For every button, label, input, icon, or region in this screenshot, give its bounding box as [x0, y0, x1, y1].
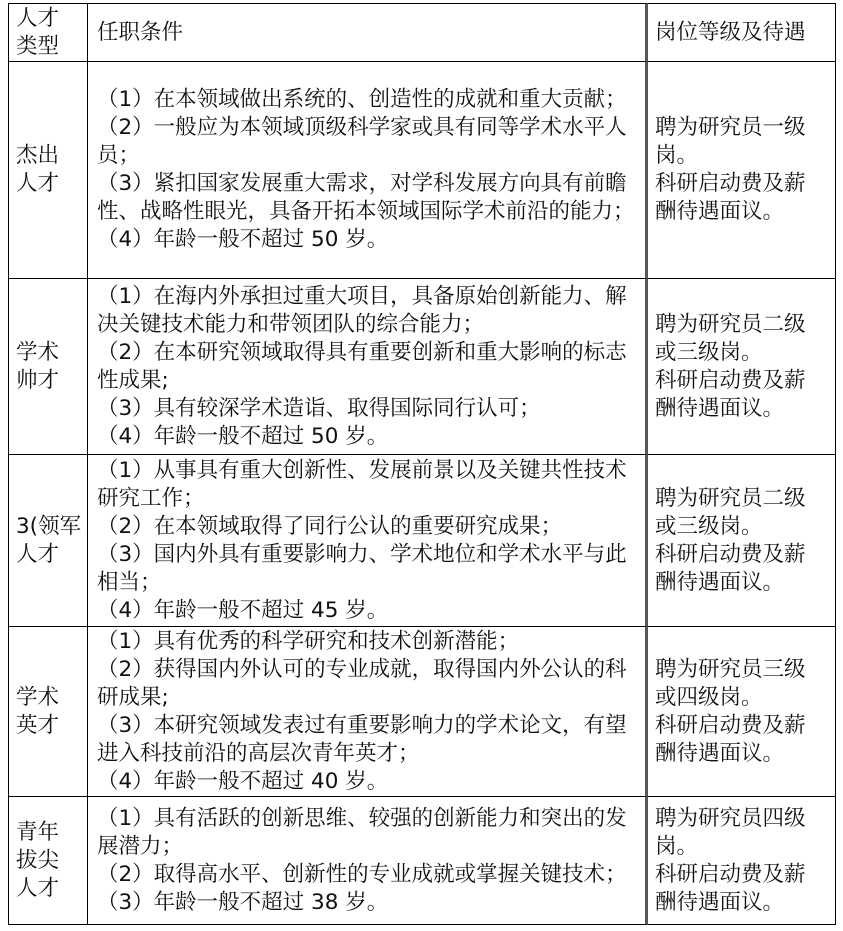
condition-item: （3）年龄一般不超过 38 岁。	[97, 889, 389, 915]
talent-type-cell	[8, 279, 88, 455]
treatment-text: 聘为研究员一级 岗。 科研启动费及薪 酬待遇面议。	[655, 115, 806, 224]
treatment-cell	[648, 62, 836, 279]
conditions-cell	[88, 62, 648, 279]
condition-item: （1）具有优秀的科学研究和技术创新潜能；	[97, 628, 520, 654]
condition-item: （4）年龄一般不超过 40 岁。	[97, 768, 389, 794]
talent-type-label: 3(领军 人才	[16, 513, 82, 567]
talent-requirements-table	[8, 3, 836, 925]
talent-type-cell	[8, 455, 88, 627]
conditions-cell	[88, 279, 648, 455]
condition-item: （3）具有较深学术造诣、取得国际同行认可；	[97, 395, 541, 421]
condition-item: （3）国内外具有重要影响力、学术地位和学术水平与此 相当；	[97, 541, 627, 595]
condition-item: （2）一般应为本领域顶级科学家或具有同等学术水平人 员；	[97, 115, 627, 168]
header-conditions-cell	[88, 3, 648, 62]
talent-type-cell	[8, 797, 88, 925]
condition-item: （2）在本领域取得了同行公认的重要研究成果；	[97, 513, 563, 539]
header-talent-type-cell	[8, 3, 88, 62]
condition-item: （4）年龄一般不超过 50 岁。	[97, 227, 389, 252]
treatment-cell	[648, 279, 836, 455]
treatment-cell	[648, 455, 836, 627]
condition-item: （1）在本领域做出系统的、创造性的成就和重大贡献；	[97, 87, 627, 112]
talent-type-label: 学术 帅才	[16, 339, 60, 393]
conditions-cell	[88, 455, 648, 627]
condition-item: （3）本研究领域发表过有重要影响力的学术论文，有望 进入科技前沿的高层次青年英才；	[97, 712, 627, 766]
condition-item: （3）紧扣国家发展重大需求，对学科发展方向具有前瞻 性、战略性眼光，具备开拓本领域国际学术前沿的能力；	[97, 171, 635, 224]
condition-item: （2）获得国内外认可的专业成就，取得国内外公认的科 研成果;	[97, 656, 627, 710]
talent-type-cell	[8, 62, 88, 279]
condition-item: （4）年龄一般不超过 45 岁。	[97, 597, 389, 623]
condition-item: （2）取得高水平、创新性的专业成就或掌握关键技术；	[97, 861, 627, 887]
treatment-text: 聘为研究员四级 岗。 科研启动费及薪 酬待遇面议。	[655, 805, 806, 915]
header-talent-type-label: 人才 类型	[16, 5, 60, 59]
header-treatment-cell	[648, 3, 836, 62]
condition-item: （4）年龄一般不超过 50 岁。	[97, 423, 389, 449]
treatment-text: 聘为研究员二级 或三级岗。 科研启动费及薪 酬待遇面议。	[655, 485, 806, 595]
condition-item: （1）在海内外承担过重大项目，具备原始创新能力、解 决关键技术能力和带领团队的综合能力；	[97, 283, 627, 337]
talent-type-cell	[8, 627, 88, 797]
condition-item: （2）在本研究领域取得具有重要创新和重大影响的标志 性成果;	[97, 339, 627, 393]
header-treatment-label: 岗位等级及待遇	[655, 19, 806, 45]
condition-item: （1）具有活跃的创新思维、较强的创新能力和突出的发 展潜力；	[97, 805, 627, 859]
conditions-cell	[88, 797, 648, 925]
header-conditions-label: 任职条件	[97, 19, 184, 45]
treatment-text: 聘为研究员三级 或四级岗。 科研启动费及薪 酬待遇面议。	[655, 656, 806, 766]
treatment-cell	[648, 627, 836, 797]
treatment-text: 聘为研究员二级 或三级岗。 科研启动费及薪 酬待遇面议。	[655, 311, 806, 421]
treatment-cell	[648, 797, 836, 925]
conditions-cell	[88, 627, 648, 797]
talent-type-label: 学术 英才	[16, 684, 60, 738]
talent-type-label: 杰出 人才	[16, 143, 60, 196]
talent-type-label: 青年 拔尖 人才	[16, 819, 60, 901]
condition-item: （1）从事具有重大创新性、发展前景以及关键共性技术 研究工作；	[97, 457, 627, 511]
